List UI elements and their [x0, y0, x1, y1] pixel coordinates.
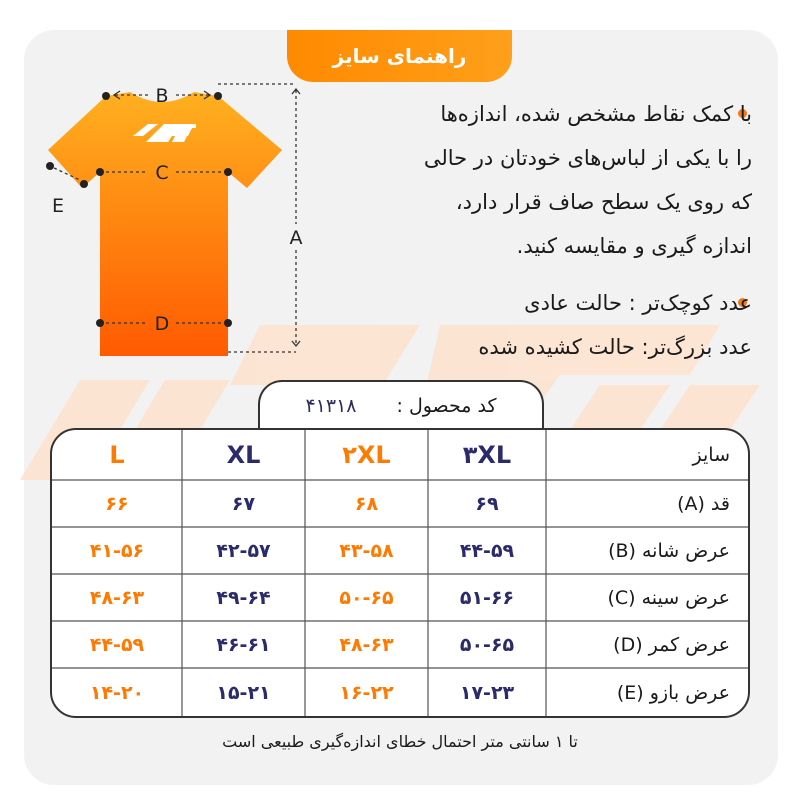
- row-label-waist: عرض کمر (D): [613, 633, 730, 656]
- instruction-line: که روی یک سطح صاف قرار دارد،: [455, 190, 752, 214]
- instruction-line: اندازه گیری و مقایسه کنید.: [516, 234, 752, 258]
- cell-shoulder-l: ۴۱-۵۶: [89, 539, 145, 562]
- instructions-text: [424, 92, 752, 268]
- size-header-2xl: ۲XL: [342, 441, 391, 469]
- product-code-label: کد محصول :: [396, 395, 497, 417]
- cell-height-3xl: ۶۹: [475, 492, 499, 515]
- cell-chest-2xl: ۵۰-۶۵: [339, 586, 394, 609]
- cell-chest-xl: ۴۹-۶۴: [216, 586, 271, 609]
- cell-chest-3xl: ۵۱-۶۶: [459, 586, 515, 609]
- diagram-label-e: E: [51, 195, 65, 217]
- diagram-label-c: C: [155, 162, 169, 184]
- instruction-line: را با یکی از لباس‌های خودتان در حالی: [423, 146, 752, 170]
- cell-waist-l: ۴۴-۵۹: [89, 633, 145, 656]
- product-code-value: ۴۱۳۱۸: [305, 395, 357, 417]
- cell-shoulder-2xl: ۴۳-۵۸: [339, 539, 394, 562]
- notes-text: [478, 281, 752, 369]
- header-size-label: سایز: [692, 444, 730, 466]
- cell-waist-2xl: ۴۸-۶۳: [339, 633, 394, 656]
- cell-height-l: ۶۶: [105, 492, 129, 515]
- product-code-tab: [258, 380, 544, 430]
- cell-sleeve-xl: ۱۵-۲۱: [216, 682, 271, 704]
- row-label-sleeve: عرض بازو (E): [616, 682, 730, 704]
- measurement-error-note: تا ۱ سانتی متر احتمال خطای اندازه‌گیری طبیعی است: [222, 732, 578, 751]
- row-label-chest: عرض سینه (C): [607, 586, 730, 609]
- diagram-label-a: A: [289, 227, 303, 249]
- cell-chest-l: ۴۸-۶۳: [89, 586, 145, 609]
- diagram-label-d: D: [154, 313, 170, 335]
- cell-sleeve-2xl: ۱۶-۲۲: [339, 682, 394, 704]
- cell-sleeve-3xl: ۱۷-۲۳: [459, 682, 515, 704]
- cell-waist-3xl: ۵۰-۶۵: [459, 633, 515, 656]
- size-header-l: L: [109, 441, 125, 469]
- diagram-label-b: B: [155, 85, 169, 107]
- row-label-height: قد (A): [677, 492, 730, 515]
- cell-sleeve-l: ۱۴-۲۰: [89, 682, 145, 704]
- row-label-shoulder: عرض شانه (B): [608, 539, 730, 562]
- cell-height-xl: ۶۷: [231, 492, 256, 515]
- note-line: عدد کوچک‌تر : حالت عادی: [524, 291, 752, 315]
- instruction-line: با کمک نقاط مشخص شده، اندازه‌ها: [440, 102, 752, 126]
- size-table: [50, 428, 750, 718]
- cell-height-2xl: ۶۸: [354, 492, 379, 515]
- title-banner: راهنمای سایز: [287, 30, 512, 82]
- cell-shoulder-xl: ۴۲-۵۷: [216, 539, 271, 562]
- note-line: عدد بزرگ‌تر: حالت کشیده شده: [478, 335, 752, 359]
- cell-shoulder-3xl: ۴۴-۵۹: [459, 539, 515, 562]
- size-header-xl: XL: [226, 441, 261, 469]
- cell-waist-xl: ۴۶-۶۱: [216, 633, 271, 656]
- size-header-3xl: ۳XL: [462, 441, 512, 469]
